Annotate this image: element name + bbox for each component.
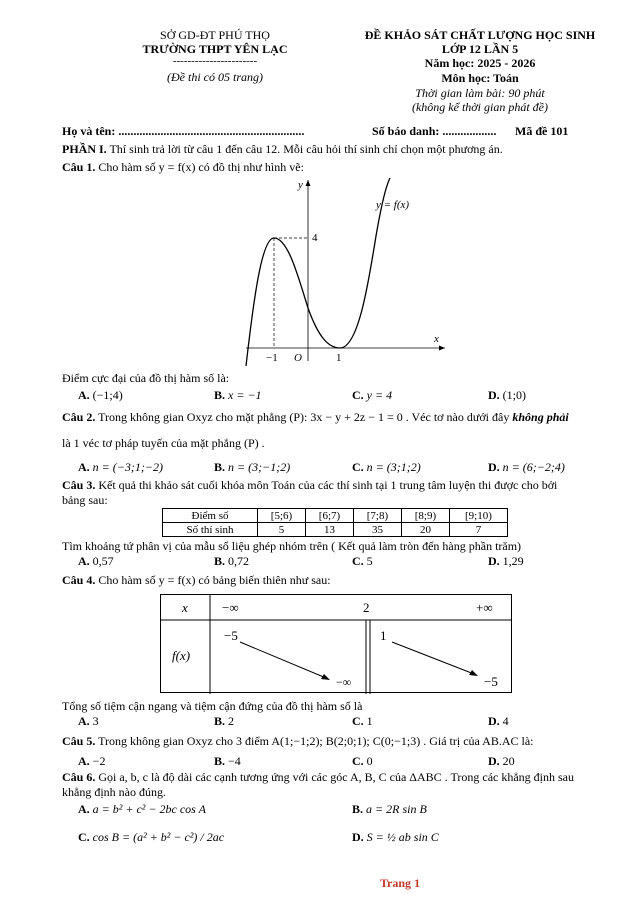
- q3-stem: [62, 478, 610, 493]
- decreasing-arrow-right: [392, 642, 474, 674]
- function-label: y = f(x): [376, 199, 410, 211]
- time-limit: Thời gian làm bài: 90 phút: [415, 86, 545, 100]
- q5-text: Trong không gian Oxyz cho 3 điểm A(1;−1;2); B(2;0;1); C(0;−1;3) . Giá trị của AB.AC là:: [95, 734, 534, 748]
- q3-text: Kết quả thi khảo sát cuối khóa môn Toán của các thí sinh tại 1 trung tâm luyện thi được cho bởi: [95, 478, 558, 492]
- exam-title: ĐỀ KHẢO SÁT CHẤT LƯỢNG HỌC SINH: [364, 28, 596, 42]
- table-header-cell: [6;7): [305, 509, 353, 523]
- q4-variation-table: [160, 594, 512, 694]
- q1-option-a[interactable]: A. (−1;4): [78, 388, 123, 402]
- q2-text: Trong không gian Oxyz cho mặt phẳng (P): 3x − y + 2z − 1 = 0 . Véc tơ nào dưới đây: [95, 410, 513, 424]
- q3-frequency-table: [162, 508, 508, 537]
- student-name-field: Họ và tên: ..............................................................: [62, 124, 305, 138]
- q2-option-a[interactable]: A. n = (−3;1;−2): [78, 460, 163, 474]
- q2-option-d[interactable]: D. n = (6;−2;4): [488, 460, 565, 474]
- table-cell: 5: [258, 523, 306, 537]
- fx-row-label: f(x): [172, 648, 191, 663]
- q6-label: Câu 6.: [62, 770, 96, 784]
- part1-title: PHẦN I.: [62, 142, 107, 156]
- q5-option-d[interactable]: D. 20: [488, 754, 515, 768]
- part1-instruction: [62, 142, 610, 157]
- table-cell: 7: [449, 523, 507, 537]
- q2-stem-2: là 1 véc tơ pháp tuyến của mặt phẳng (P) .: [62, 436, 265, 450]
- q5-option-c[interactable]: C. 0: [352, 754, 373, 768]
- school-name: TRƯỜNG THPT YÊN LẠC: [142, 42, 288, 56]
- q4-text: Cho hàm số y = f(x) có bảng biến thiên như sau:: [95, 573, 331, 587]
- student-id-field: Số báo danh: ..................: [372, 124, 497, 138]
- q6-option-c[interactable]: C. cos B = (a² + b² − c²) / 2ac: [78, 830, 225, 844]
- q1-option-c[interactable]: C. y = 4: [352, 388, 393, 402]
- arrowhead-left: [321, 674, 330, 680]
- q5-option-a[interactable]: A. −2: [78, 754, 106, 768]
- q6-option-d[interactable]: D. S = ½ ab sin C: [352, 830, 439, 844]
- exam-code: Mã đề 101: [515, 124, 569, 138]
- q2-option-b[interactable]: B. n = (3;−1;2): [214, 460, 291, 474]
- q5-label: Câu 5.: [62, 734, 96, 748]
- q4-option-b[interactable]: B. 2: [214, 714, 235, 728]
- q3-option-a[interactable]: A. 0,57: [78, 554, 114, 568]
- q4-option-d[interactable]: D. 4: [488, 714, 509, 728]
- x-neg-inf: −∞: [222, 600, 239, 615]
- q1-label: Câu 1.: [62, 160, 96, 174]
- subject: Môn học: Toán: [441, 71, 519, 85]
- q1-option-d[interactable]: D. (1;0): [488, 388, 526, 402]
- x-tick-neg1: −1: [266, 352, 278, 364]
- y-tick-4: 4: [312, 232, 318, 244]
- page-footer: [0, 876, 640, 891]
- table-row: [163, 509, 508, 523]
- q1-text: Cho hàm số y = f(x) có đồ thị như hình vẽ:: [95, 160, 304, 174]
- left-top-value: −5: [224, 628, 238, 643]
- q5-stem: [62, 734, 610, 749]
- q6-text: Gọi a, b, c là độ dài các cạnh tương ứng với các góc A, B, C của ΔABC . Trong các khẳng định sau: [95, 770, 574, 784]
- origin-label: O: [294, 352, 302, 364]
- q1-question: Điểm cực đại của đồ thị hàm số là:: [62, 371, 230, 385]
- q4-question: Tổng số tiệm cận ngang và tiệm cận đứng của đồ thị hàm số là: [62, 699, 363, 713]
- table-cell: 35: [353, 523, 401, 537]
- q4-stem: [62, 573, 610, 588]
- page-footer-label: Trang: [379, 876, 412, 890]
- x-pos-inf: +∞: [476, 600, 493, 615]
- q3-option-d[interactable]: D. 1,29: [488, 554, 524, 568]
- x-axis-label: x: [434, 333, 439, 345]
- q5-option-b[interactable]: B. −4: [214, 754, 241, 768]
- q6-stem-2: khẳng định nào đúng.: [62, 785, 166, 799]
- q3-option-b[interactable]: B. 0,72: [214, 554, 250, 568]
- school-year: Năm học: 2025 - 2026: [424, 56, 536, 70]
- arrowhead-right: [469, 670, 478, 676]
- right-top-value: 1: [380, 628, 387, 643]
- department: SỞ GD-ĐT PHÚ THỌ: [160, 28, 270, 42]
- q6-option-b[interactable]: B. a = 2R sin B: [352, 802, 427, 816]
- q3-question: Tìm khoảng tứ phân vị của mẫu số liệu ghép nhóm trên ( Kết quả làm tròn đến hàng phần trăm): [62, 539, 522, 553]
- right-bottom-value: −5: [484, 674, 498, 689]
- time-note: (không kể thời gian phát đề): [411, 100, 549, 114]
- q6-stem: [62, 770, 610, 785]
- q3-label: Câu 3.: [62, 478, 96, 492]
- q1-graph: [240, 176, 450, 366]
- left-bottom-value: −∞: [336, 675, 352, 689]
- q2-emphasis: không phải: [512, 410, 569, 424]
- q2-stem: [62, 410, 610, 425]
- x-tick-1: 1: [336, 352, 342, 364]
- x-row-label: x: [182, 600, 188, 615]
- y-axis-label: y: [298, 179, 303, 191]
- table-cell: 13: [305, 523, 353, 537]
- q3-stem-2: bảng sau:: [62, 493, 108, 507]
- q1-stem: [62, 160, 610, 175]
- table-cell: Số thí sinh: [163, 523, 258, 537]
- grade: LỚP 12 LẦN 5: [441, 42, 519, 56]
- decreasing-arrow-left: [240, 642, 326, 678]
- page-count-note: (Đề thi có 05 trang): [167, 70, 263, 84]
- table-header-cell: [8;9): [401, 509, 449, 523]
- x-axis-arrow: [439, 346, 445, 351]
- table-row: [163, 523, 508, 537]
- q2-label: Câu 2.: [62, 410, 96, 424]
- q4-label: Câu 4.: [62, 573, 96, 587]
- page-number: 1: [414, 876, 421, 890]
- x-val-2: 2: [363, 600, 370, 615]
- table-header-cell: [5;6): [258, 509, 306, 523]
- q4-option-a[interactable]: A. 3: [78, 714, 99, 728]
- q4-option-c[interactable]: C. 1: [352, 714, 373, 728]
- table-header-cell: [9;10): [449, 509, 507, 523]
- table-header-cell: [7;8): [353, 509, 401, 523]
- table-cell: 20: [401, 523, 449, 537]
- q3-option-c[interactable]: C. 5: [352, 554, 373, 568]
- table-header-cell: Điểm số: [163, 509, 258, 523]
- q2-option-c[interactable]: C. n = (3;1;2): [352, 460, 421, 474]
- function-curve: [246, 178, 390, 366]
- q1-option-b[interactable]: B. x = −1: [214, 388, 262, 402]
- y-axis-arrow: [306, 180, 311, 186]
- part1-text: Thí sinh trả lời từ câu 1 đến câu 12. Mỗi câu hỏi thí sinh chỉ chọn một phương án.: [106, 142, 503, 156]
- header-dashes: -----------------------: [172, 55, 258, 67]
- q6-option-a[interactable]: A. a = b² + c² − 2bc cos A: [78, 802, 206, 816]
